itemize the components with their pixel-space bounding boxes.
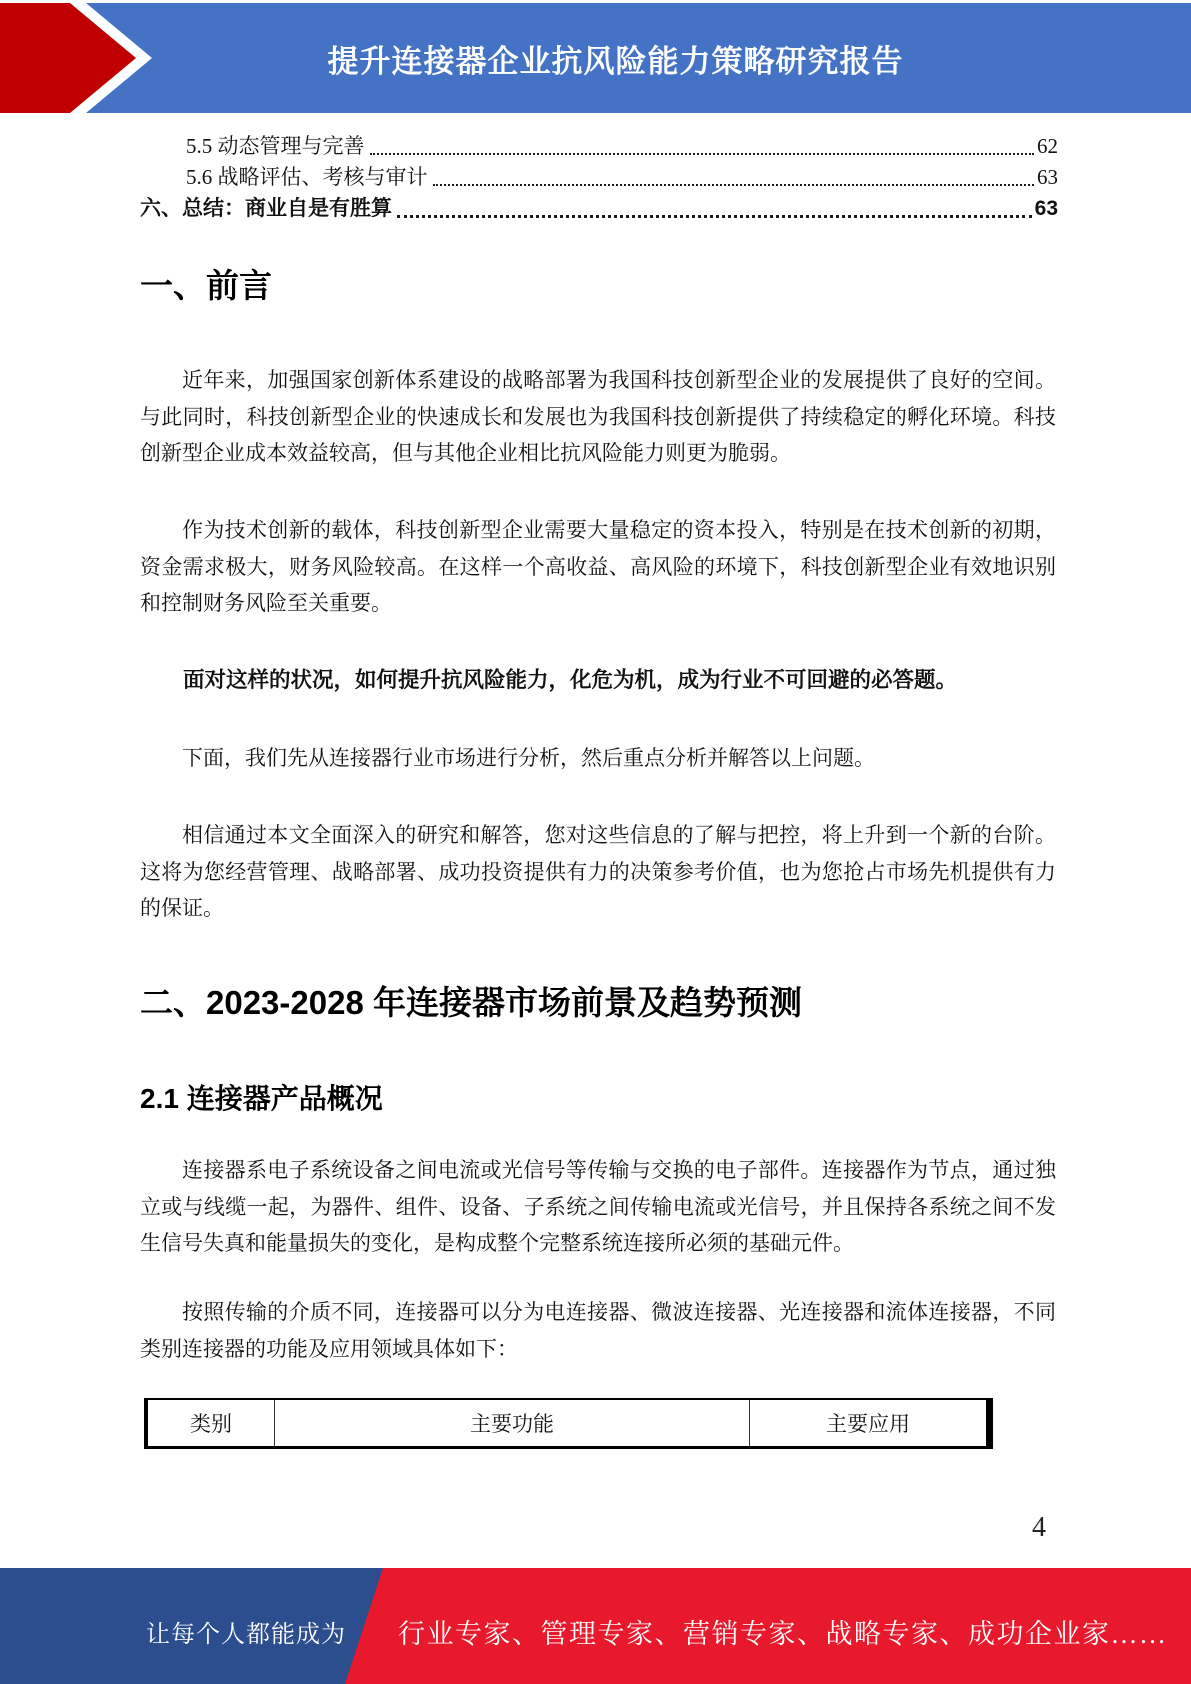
toc-entry-5-6[interactable] [140, 161, 1058, 192]
footer-slogan-left: 让每个人都能成为 [146, 1621, 346, 1648]
table-header-row [146, 1399, 990, 1448]
footer-slogan-right: 行业专家、管理专家、营销专家、战略专家、成功企业家…… [398, 1619, 1168, 1649]
connector-category-table [144, 1398, 993, 1449]
table-header-category: 类别 [146, 1399, 275, 1448]
paragraph: 下面，我们先从连接器行业市场进行分析，然后重点分析并解答以上问题。 [182, 746, 875, 770]
table-of-contents [140, 130, 1058, 223]
toc-entry-6[interactable] [140, 192, 1058, 223]
toc-entry-label: 5.5 动态管理与完善 [186, 134, 365, 158]
toc-entry-label: 5.6 战略评估、考核与审计 [186, 165, 428, 189]
report-title: 提升连接器企业抗风险能力策略研究报告 [327, 43, 904, 79]
paragraph: 相信通过本文全面深入的研究和解答，您对这些信息的了解与把控，将上升到一个新的台阶。这将为您经营管理、战略部署、成功投资提供有力的决策参考价值，也为您抢占市场先机提供有力的保证。 [140, 823, 1056, 921]
section-heading-market-forecast: 二、2023-2028 年连接器市场前景及趋势预测 [140, 984, 802, 1021]
table-header-application: 主要应用 [750, 1399, 990, 1448]
paragraph: 近年来，加强国家创新体系建设的战略部署为我国科技创新型企业的发展提供了良好的空间。与此同时，科技创新型企业的快速成长和发展也为我国科技创新提供了持续稳定的孵化环境。科技创新型企业成本效益较高，但与其他企业相比抗风险能力则更为脆弱。 [140, 368, 1056, 466]
paragraph-emphasis: 面对这样的状况，如何提升抗风险能力，化危为机，成为行业不可回避的必答题。 [183, 668, 958, 692]
page-number: 4 [1032, 1512, 1046, 1543]
header-banner [0, 3, 1191, 113]
paragraph: 连接器系电子系统设备之间电流或光信号等传输与交换的电子部件。连接器作为节点，通过独立或与线缆一起，为器件、组件、设备、子系统之间传输电流或光信号，并且保持各系统之间不发生信号失真和能量损失的变化，是构成整个完整系统连接所必须的基础元件。 [140, 1158, 1056, 1256]
section-heading-foreword: 一、前言 [140, 267, 272, 304]
toc-entry-page: 62 [1037, 134, 1058, 158]
subsection-heading-product-overview: 2.1 连接器产品概况 [140, 1083, 383, 1114]
toc-dot-leader [397, 215, 1032, 218]
toc-entry-page: 63 [1034, 197, 1058, 220]
paragraph: 按照传输的介质不同，连接器可以分为电连接器、微波连接器、光连接器和流体连接器，不同类别连接器的功能及应用领域具体如下： [140, 1300, 1056, 1361]
toc-dot-leader [370, 153, 1035, 155]
toc-dot-leader [433, 184, 1035, 186]
header-arrow-icon [0, 3, 160, 113]
toc-entry-label: 六、总结：商业自是有胜算 [140, 197, 392, 220]
paragraph: 作为技术创新的载体，科技创新型企业需要大量稳定的资本投入，特别是在技术创新的初期，资金需求极大，财务风险较高。在这样一个高收益、高风险的环境下，科技创新型企业有效地识别和控制财务风险至关重要。 [140, 518, 1056, 616]
toc-entry-page: 63 [1037, 165, 1058, 189]
table-header-function: 主要功能 [275, 1399, 750, 1448]
toc-entry-5-5[interactable] [140, 130, 1058, 161]
